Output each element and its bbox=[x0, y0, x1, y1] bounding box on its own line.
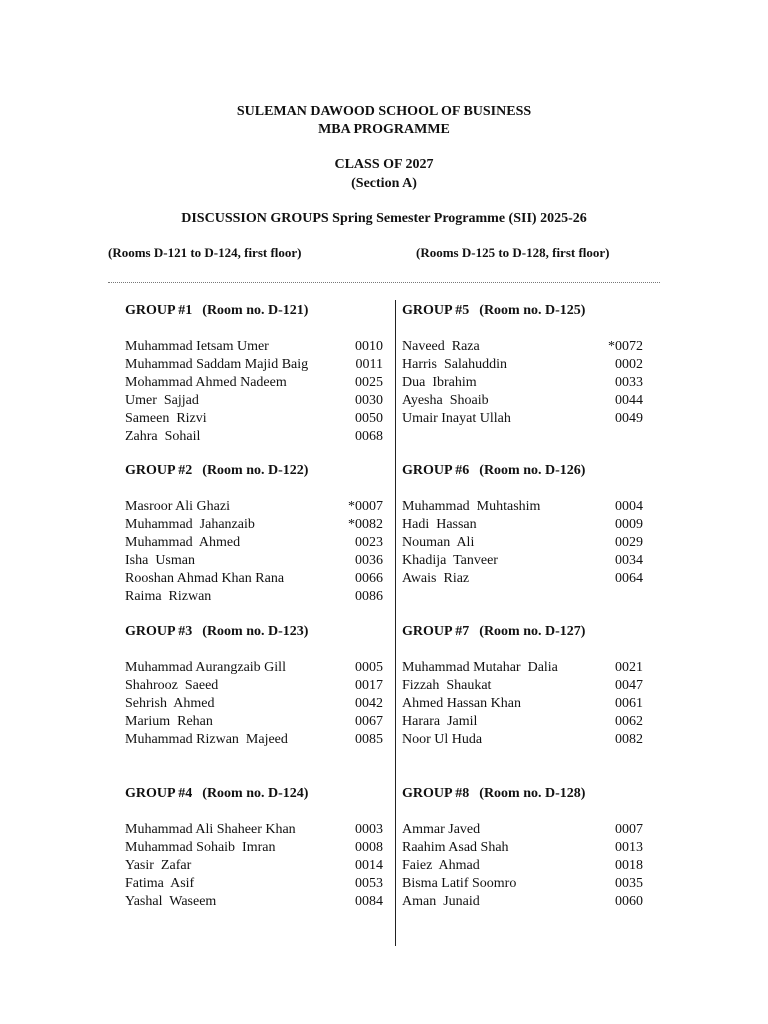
member-row bbox=[402, 498, 643, 516]
class-year: CLASS OF 2027 bbox=[334, 157, 434, 172]
member-name: Faiez Ahmad bbox=[402, 858, 480, 873]
member-id: 0007 bbox=[615, 822, 643, 837]
group-1 bbox=[125, 302, 383, 446]
member-id: 0035 bbox=[615, 876, 643, 891]
member-row bbox=[125, 659, 383, 677]
member-row bbox=[125, 534, 383, 552]
member-id: 0010 bbox=[355, 339, 383, 354]
member-name: Mohammad Ahmed Nadeem bbox=[125, 375, 287, 390]
member-id: 0064 bbox=[615, 571, 643, 586]
group-room: (Room no. D-127) bbox=[479, 624, 586, 639]
group-room: (Room no. D-123) bbox=[202, 624, 309, 639]
member-name: Muhammad Mutahar Dalia bbox=[402, 660, 558, 675]
member-row bbox=[125, 857, 383, 875]
member-id: *0082 bbox=[348, 517, 383, 532]
group-6 bbox=[402, 462, 643, 588]
group-number: GROUP #5 bbox=[402, 303, 470, 318]
member-name: Muhammad Jahanzaib bbox=[125, 517, 255, 532]
member-id: 0061 bbox=[615, 696, 643, 711]
member-row bbox=[125, 677, 383, 695]
member-row bbox=[402, 821, 643, 839]
member-id: 0086 bbox=[355, 589, 383, 604]
member-row bbox=[402, 875, 643, 893]
group-title bbox=[125, 302, 383, 320]
member-row bbox=[125, 552, 383, 570]
member-name: Awais Riaz bbox=[402, 571, 470, 586]
member-id: 0008 bbox=[355, 840, 383, 855]
member-row bbox=[125, 821, 383, 839]
member-id: 0014 bbox=[355, 858, 383, 873]
member-id: 0085 bbox=[355, 732, 383, 747]
rooms-right-label: (Rooms D-125 to D-128, first floor) bbox=[416, 245, 610, 260]
member-name: Muhammad Aurangzaib Gill bbox=[125, 660, 286, 675]
member-id: 0042 bbox=[355, 696, 383, 711]
member-row bbox=[402, 839, 643, 857]
group-title bbox=[125, 623, 383, 641]
member-id: 0013 bbox=[615, 840, 643, 855]
member-row bbox=[402, 731, 643, 749]
member-id: 0025 bbox=[355, 375, 383, 390]
member-name: Yashal Waseem bbox=[125, 894, 217, 909]
member-name: Masroor Ali Ghazi bbox=[125, 499, 230, 514]
group-7 bbox=[402, 623, 643, 749]
member-id: 0049 bbox=[615, 411, 643, 426]
member-id: 0060 bbox=[615, 894, 643, 909]
group-room: (Room no. D-122) bbox=[202, 463, 309, 478]
member-name: Naveed Raza bbox=[402, 339, 480, 354]
member-id: 0044 bbox=[615, 393, 643, 408]
member-row bbox=[125, 516, 383, 534]
member-id: 0003 bbox=[355, 822, 383, 837]
member-id: 0068 bbox=[355, 429, 383, 444]
group-room: (Room no. D-121) bbox=[202, 303, 309, 318]
member-name: Noor Ul Huda bbox=[402, 732, 483, 747]
group-title bbox=[402, 623, 643, 641]
member-id: 0067 bbox=[355, 714, 383, 729]
group-title bbox=[402, 462, 643, 480]
group-room: (Room no. D-128) bbox=[479, 786, 586, 801]
member-row bbox=[402, 893, 643, 911]
school-name: SULEMAN DAWOOD SCHOOL OF BUSINESS bbox=[236, 104, 532, 119]
member-name: Muhammad Ietsam Umer bbox=[125, 339, 269, 354]
member-name: Muhammad Saddam Majid Baig bbox=[125, 357, 309, 372]
member-row bbox=[125, 338, 383, 356]
member-name: Muhammad Sohaib Imran bbox=[125, 840, 276, 855]
member-row bbox=[125, 713, 383, 731]
member-name: Harris Salahuddin bbox=[402, 357, 507, 372]
member-name: Sehrish Ahmed bbox=[125, 696, 215, 711]
group-title bbox=[402, 302, 643, 320]
group-room: (Room no. D-125) bbox=[479, 303, 586, 318]
member-row bbox=[402, 338, 643, 356]
group-title bbox=[402, 785, 643, 803]
group-8 bbox=[402, 785, 643, 911]
member-name: Zahra Sohail bbox=[125, 429, 201, 444]
member-row bbox=[125, 570, 383, 588]
programme-name: MBA PROGRAMME bbox=[318, 122, 450, 137]
member-row bbox=[402, 713, 643, 731]
member-id: 0029 bbox=[615, 535, 643, 550]
member-id: *0007 bbox=[348, 499, 383, 514]
group-room: (Room no. D-124) bbox=[202, 786, 309, 801]
member-row bbox=[402, 659, 643, 677]
group-title bbox=[125, 785, 383, 803]
member-name: Isha Usman bbox=[125, 553, 195, 568]
member-id: 0005 bbox=[355, 660, 383, 675]
member-row bbox=[402, 570, 643, 588]
member-name: Ayesha Shoaib bbox=[402, 393, 489, 408]
member-id: 0036 bbox=[355, 553, 383, 568]
member-id: 0084 bbox=[355, 894, 383, 909]
member-id: 0017 bbox=[355, 678, 383, 693]
member-id: 0009 bbox=[615, 517, 643, 532]
member-row bbox=[125, 588, 383, 606]
member-row bbox=[125, 695, 383, 713]
member-id: 0018 bbox=[615, 858, 643, 873]
group-number: GROUP #4 bbox=[125, 786, 193, 801]
group-number: GROUP #8 bbox=[402, 786, 470, 801]
group-number: GROUP #6 bbox=[402, 463, 470, 478]
member-name: Hadi Hassan bbox=[402, 517, 477, 532]
member-row bbox=[402, 534, 643, 552]
member-id: 0062 bbox=[615, 714, 643, 729]
member-row bbox=[125, 410, 383, 428]
group-2 bbox=[125, 462, 383, 606]
member-name: Muhammad Ahmed bbox=[125, 535, 241, 550]
member-row bbox=[402, 356, 643, 374]
member-id: 0066 bbox=[355, 571, 383, 586]
member-name: Sameen Rizvi bbox=[125, 411, 207, 426]
member-name: Ammar Javed bbox=[402, 822, 481, 837]
group-3 bbox=[125, 623, 383, 749]
member-row bbox=[125, 374, 383, 392]
member-row bbox=[402, 552, 643, 570]
member-name: Fatima Asif bbox=[125, 876, 195, 891]
rooms-left-label: (Rooms D-121 to D-124, first floor) bbox=[108, 245, 302, 260]
group-title bbox=[125, 462, 383, 480]
member-name: Fizzah Shaukat bbox=[402, 678, 492, 693]
member-row bbox=[125, 392, 383, 410]
member-name: Harara Jamil bbox=[402, 714, 478, 729]
member-name: Umair Inayat Ullah bbox=[402, 411, 511, 426]
member-id: 0047 bbox=[615, 678, 643, 693]
member-id: 0030 bbox=[355, 393, 383, 408]
member-row bbox=[125, 893, 383, 911]
section-label: (Section A) bbox=[351, 176, 417, 191]
member-name: Ahmed Hassan Khan bbox=[402, 696, 521, 711]
member-id: 0021 bbox=[615, 660, 643, 675]
member-id: *0072 bbox=[608, 339, 643, 354]
member-id: 0033 bbox=[615, 375, 643, 390]
page-title: DISCUSSION GROUPS Spring Semester Programme (SII) 2025-26 bbox=[181, 211, 587, 226]
member-id: 0023 bbox=[355, 535, 383, 550]
member-row bbox=[402, 374, 643, 392]
member-row bbox=[402, 677, 643, 695]
group-room: (Room no. D-126) bbox=[479, 463, 586, 478]
group-number: GROUP #3 bbox=[125, 624, 193, 639]
member-row bbox=[402, 857, 643, 875]
member-row bbox=[402, 392, 643, 410]
member-name: Muhammad Rizwan Majeed bbox=[125, 732, 288, 747]
member-row bbox=[125, 428, 383, 446]
member-row bbox=[402, 516, 643, 534]
member-row bbox=[125, 731, 383, 749]
member-name: Dua Ibrahim bbox=[402, 375, 477, 390]
member-row bbox=[125, 875, 383, 893]
member-row bbox=[125, 498, 383, 516]
member-id: 0011 bbox=[355, 357, 383, 372]
member-id: 0034 bbox=[615, 553, 643, 568]
group-5 bbox=[402, 302, 643, 428]
group-number: GROUP #2 bbox=[125, 463, 193, 478]
member-row bbox=[125, 839, 383, 857]
member-id: 0004 bbox=[615, 499, 643, 514]
dotted-divider bbox=[108, 282, 660, 283]
member-name: Raima Rizwan bbox=[125, 589, 212, 604]
member-name: Muhammad Ali Shaheer Khan bbox=[125, 822, 296, 837]
member-name: Marium Rehan bbox=[125, 714, 213, 729]
member-name: Shahrooz Saeed bbox=[125, 678, 219, 693]
group-number: GROUP #7 bbox=[402, 624, 470, 639]
member-name: Umer Sajjad bbox=[125, 393, 199, 408]
member-name: Nouman Ali bbox=[402, 535, 475, 550]
member-name: Yasir Zafar bbox=[125, 858, 192, 873]
member-id: 0050 bbox=[355, 411, 383, 426]
member-row bbox=[402, 695, 643, 713]
group-number: GROUP #1 bbox=[125, 303, 193, 318]
member-row bbox=[125, 356, 383, 374]
member-id: 0053 bbox=[355, 876, 383, 891]
member-id: 0082 bbox=[615, 732, 643, 747]
member-name: Aman Junaid bbox=[402, 894, 480, 909]
group-4 bbox=[125, 785, 383, 911]
member-name: Raahim Asad Shah bbox=[402, 840, 509, 855]
column-divider bbox=[395, 300, 396, 946]
member-row bbox=[402, 410, 643, 428]
member-id: 0002 bbox=[615, 357, 643, 372]
member-name: Khadija Tanveer bbox=[402, 553, 498, 568]
member-name: Rooshan Ahmad Khan Rana bbox=[125, 571, 285, 586]
member-name: Bisma Latif Soomro bbox=[402, 876, 517, 891]
member-name: Muhammad Muhtashim bbox=[402, 499, 541, 514]
